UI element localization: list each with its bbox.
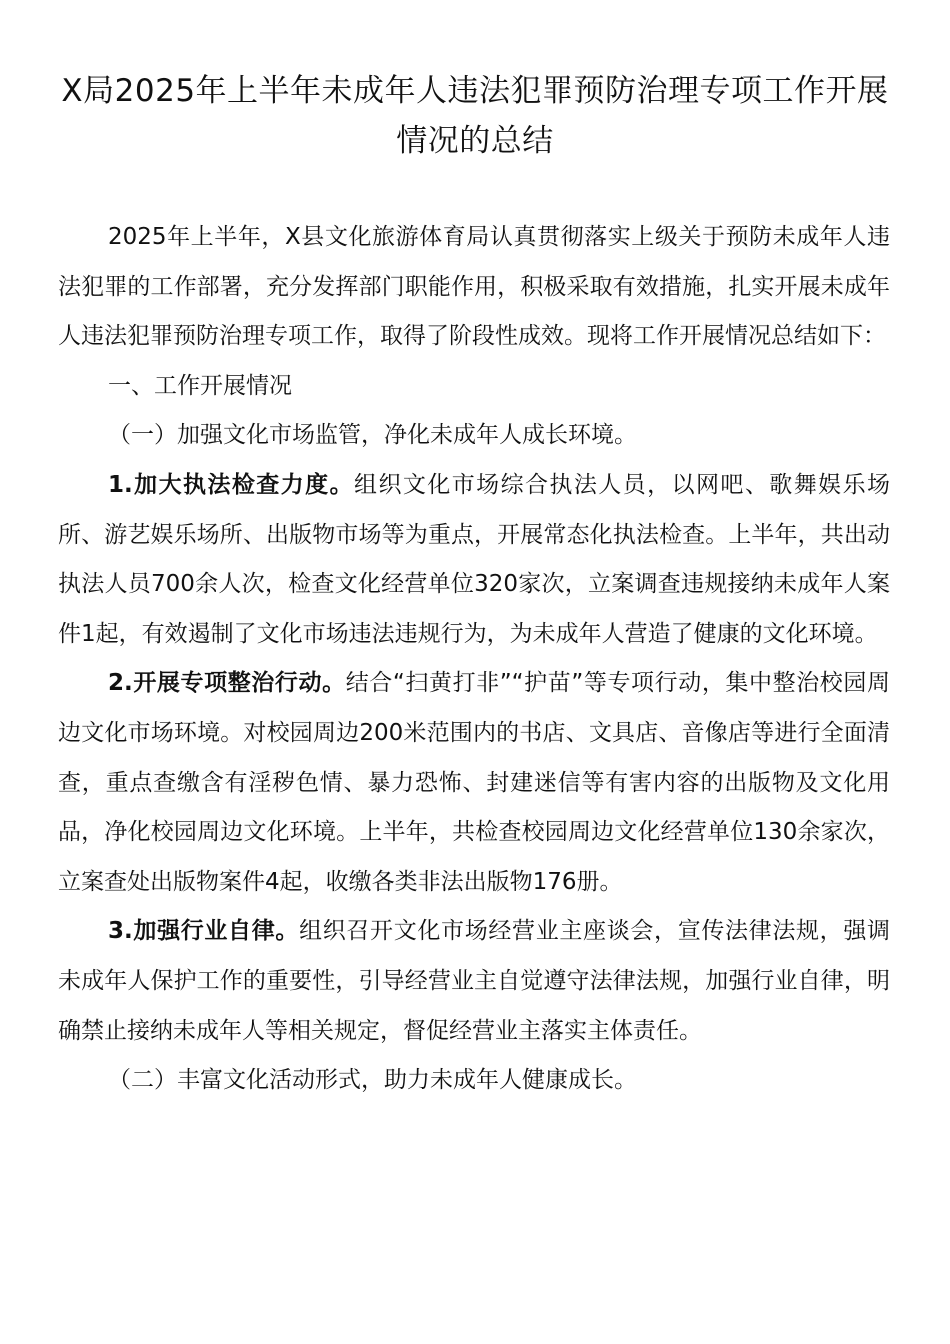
item-text: 组织文化市场综合执法人员，以网吧、歌舞娱乐场所、游艺娱乐场所、出版物市场等为重点，开展常态化执法检查。上半年，共出动执法人员700余人次，检查文化经营单位320家次，立案调查违规接纳未成年人案件1起，有效遏制了文化市场违法违规行为，为未成年人营造了健康的文化环境。: [58, 471, 890, 647]
item-lead: 3.加强行业自律。: [108, 918, 300, 945]
list-item: [58, 907, 890, 1056]
item-text: 结合“扫黄打非”“护苗”等专项行动，集中整治校园周边文化市场环境。对校园周边200米范围内的书店、文具店、音像店等进行全面清查，重点查缴含有淫秽色情、暴力恐怖、封建迷信等有害内容的出版物及文化用品，净化校园周边文化环境。上半年，共检查校园周边文化经营单位130余家次，立案查处出版物案件4起，收缴各类非法出版物176册。: [58, 670, 890, 895]
list-item: [58, 659, 890, 907]
document-title: X局2025年上半年未成年人违法犯罪预防治理专项工作开展情况的总结: [61, 73, 889, 159]
item-text: 组织召开文化市场经营业主座谈会，宣传法律法规，强调未成年人保护工作的重要性，引导经营业主自觉遵守法律法规，加强行业自律，明确禁止接纳未成年人等相关规定，督促经营业主落实主体责任。: [58, 918, 890, 1044]
list-item: [58, 461, 890, 659]
subsection-heading: （一）加强文化市场监管，净化未成年人成长环境。: [108, 422, 637, 449]
item-lead: 1.加大执法检查力度。: [108, 471, 355, 498]
item-lead: 2.开展专项整治行动。: [108, 670, 346, 697]
document-body: [58, 213, 890, 1106]
section-heading: 一、工作开展情况: [108, 372, 292, 399]
subsection-heading: （二）丰富文化活动形式，助力未成年人健康成长。: [108, 1067, 637, 1094]
intro-paragraph: 2025年上半年，X县文化旅游体育局认真贯彻落实上级关于预防未成年人违法犯罪的工作部署，充分发挥部门职能作用，积极采取有效措施，扎实开展未成年人违法犯罪预防治理专项工作，取得了阶段性成效。现将工作开展情况总结如下：: [58, 224, 890, 350]
